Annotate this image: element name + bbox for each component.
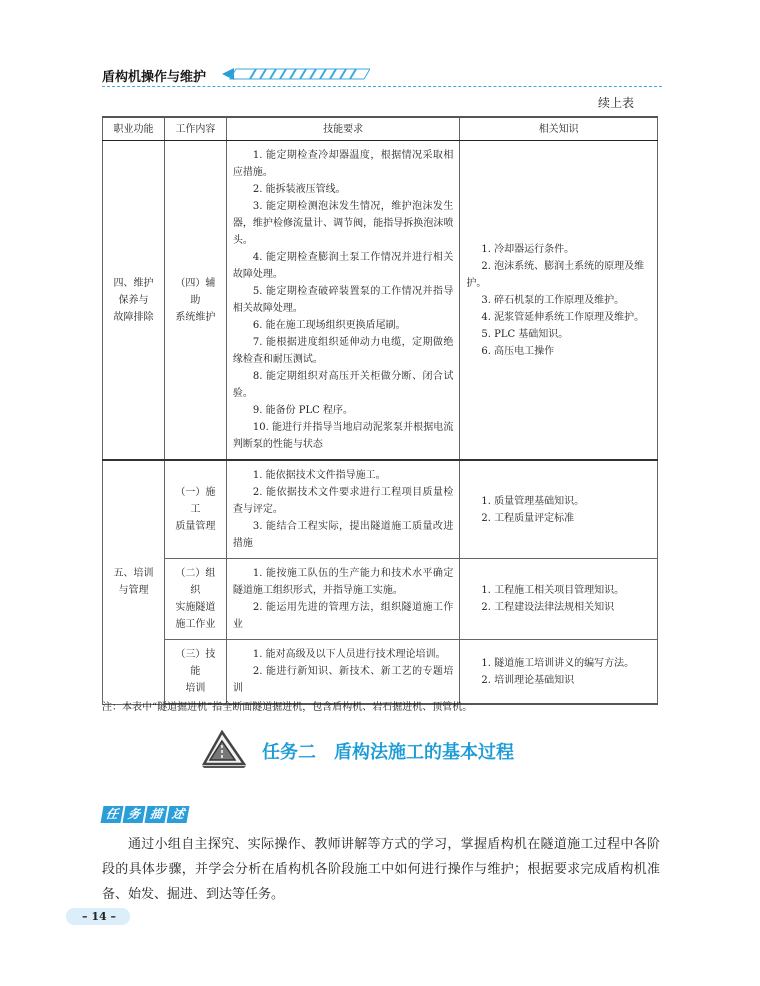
requirement-item: 1. 能依据技术文件指导施工。 — [252, 470, 386, 481]
requirement-item: 1. 能按施工队伍的生产能力和技术水平确定隧道施工组织形式，并指导施工实施。 — [232, 568, 454, 596]
table-header-row — [103, 117, 658, 141]
requirement-item: 3. 能结合工程实际，提出隧道施工质量改进措施 — [232, 521, 454, 549]
column-header: 职业功能 — [103, 117, 165, 141]
knowledge-item: 3. 碎石机泵的工作原理及维护。 — [481, 294, 625, 306]
badge-char: 务 — [123, 806, 146, 823]
continued-label: 续上表 — [598, 96, 635, 110]
knowledge-item: 2. 工程建设法律法规相关知识 — [481, 602, 615, 613]
knowledge-item: 1. 隧道施工培训讲义的编写方法。 — [481, 657, 635, 669]
table-row — [103, 141, 658, 461]
requirement-item: 9. 能备份 PLC 程序。 — [252, 405, 353, 416]
road-triangle-icon — [200, 730, 248, 768]
badge-char: 述 — [167, 806, 190, 823]
knowledge-item: 1. 工程施工相关项目管理知识。 — [481, 585, 625, 596]
table-row — [103, 640, 658, 705]
knowledge-item: 2. 工程质量评定标准 — [481, 512, 575, 524]
content-cell: （一）施工 质量管理 — [164, 460, 226, 559]
knowledge-item: 4. 泥浆管延伸系统工作原理及维护。 — [481, 311, 645, 323]
header-title: 盾构机操作与维护 — [102, 70, 207, 85]
knowledge-item: 1. 质量管理基础知识。 — [481, 495, 585, 507]
badge-char: 任 — [101, 806, 124, 823]
column-header: 工作内容 — [164, 117, 226, 141]
requirement-item: 1. 能定期检查冷却器温度，根据情况采取相应措施。 — [232, 150, 454, 178]
knowledge-item: 6. 高压电工操作 — [481, 345, 555, 357]
requirement-item: 4. 能定期检查膨润土泵工作情况并进行相关故障处理。 — [232, 252, 454, 280]
knowledge-cell — [460, 640, 658, 705]
requirement-item: 2. 能运用先进的管理方法，组织隧道施工作业 — [232, 602, 454, 630]
column-header: 技能要求 — [226, 117, 460, 141]
knowledge-cell — [460, 559, 658, 640]
header-divider — [102, 86, 662, 87]
table-note: 注：本表中“隧道掘进机”指全断面隧道掘进机，包含盾构机、岩石掘进机、顶管机。 — [102, 702, 473, 713]
knowledge-cell — [460, 141, 658, 461]
requirement-item: 8. 能定期组织对高压开关柜做分断、闭合试验。 — [232, 371, 454, 399]
table-row — [103, 559, 658, 640]
page-number: – 14 – — [82, 910, 116, 923]
requirement-item: 2. 能依据技术文件要求进行工程项目质量检查与评定。 — [232, 487, 454, 515]
content-cell: （三）技能 培训 — [164, 640, 226, 705]
function-cell: 五、培训 与管理 — [103, 460, 165, 704]
requirement-item: 7. 能根据进度组织延伸动力电缆，定期做绝缘检查和耐压测试。 — [232, 337, 454, 365]
header-arrow-decoration-icon — [220, 66, 370, 82]
knowledge-item: 2. 培训理论基础知识 — [481, 674, 575, 686]
knowledge-item: 1. 冷却器运行条件。 — [481, 243, 575, 255]
requirements-cell — [226, 640, 460, 705]
task-heading — [200, 730, 560, 770]
requirement-item: 3. 能定期检测泡沫发生情况，维护泡沫发生器，维护检修流量计、调节阀，能指导拆换泡沫喷头。 — [232, 201, 454, 246]
content-cell: （四）辅助 系统维护 — [164, 141, 226, 461]
knowledge-item: 5. PLC 基础知识。 — [481, 328, 569, 340]
requirement-item: 5. 能定期检查破碎装置泵的工作情况并指导相关故障处理。 — [232, 286, 454, 314]
task-title: 任务二 盾构法施工的基本过程 — [262, 742, 514, 763]
requirement-item: 10. 能进行并指导当地启动泥浆泵并根据电流判断泵的性能与状态 — [232, 422, 454, 450]
task-description-badge — [102, 806, 188, 824]
requirements-cell — [226, 460, 460, 559]
badge-char: 描 — [145, 806, 168, 823]
task-description-text: 通过小组自主探究、实际操作、教师讲解等方式的学习，掌握盾构机在隧道施工过程中各阶段的具体步骤，并学会分析在盾构机各阶段施工中如何进行操作与维护；根据要求完成盾构机准备、始发、掘进、到达等任务。 — [102, 837, 660, 902]
function-cell: 四、维护 保养与 故障排除 — [103, 141, 165, 461]
requirement-item: 2. 能进行新知识、新技术、新工艺的专题培训 — [232, 666, 454, 694]
requirements-cell — [226, 141, 460, 461]
requirements-cell — [226, 559, 460, 640]
knowledge-cell — [460, 460, 658, 559]
requirement-item: 2. 能拆装液压管线。 — [252, 184, 346, 195]
content-cell: （二）组织 实施隧道 施工作业 — [164, 559, 226, 640]
column-header: 相关知识 — [460, 117, 658, 141]
knowledge-item: 2. 泡沫系统、膨润土系统的原理及维护。 — [466, 260, 645, 289]
requirement-item: 1. 能对高级及以下人员进行技术理论培训。 — [252, 649, 446, 660]
skills-table — [102, 116, 658, 705]
table-row — [103, 460, 658, 559]
page-header — [102, 62, 662, 90]
requirement-item: 6. 能在施工现场组织更换盾尾刷。 — [252, 320, 406, 331]
